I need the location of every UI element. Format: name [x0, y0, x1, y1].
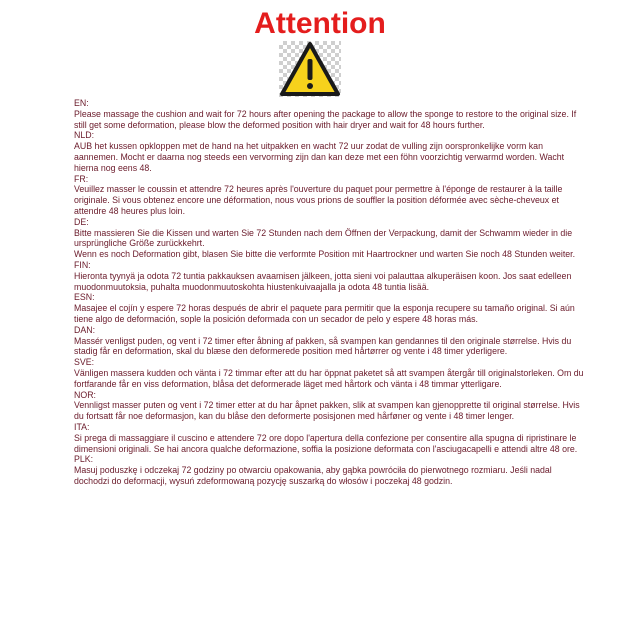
- instruction-text: AUB het kussen opkloppen met de hand na het uitpakken en wacht 72 uur zodat de vulling zijn oorspronkelijke vorm kan aannemen. Mocht er daarna nog steeds een vervorming zijn dan kan deze met een föhn voorzichtig verwarmd worden. Wacht hierna nog eens 48.: [74, 141, 565, 173]
- exclamation-bar: [308, 59, 313, 80]
- language-section-dan: [74, 325, 584, 357]
- language-section-de: [74, 217, 584, 260]
- page-title: Attention: [254, 7, 386, 40]
- instruction-text: Massér venligst puden, og vent i 72 timer efter åbning af pakken, så svampen kan gendannes til den originale størrelse. Hvis du stadig får en deformation, skal du blæse den deformerede position med hårtørrer og vente i 48 timer yderligere.: [74, 335, 572, 357]
- instruction-text: Vänligen massera kudden och vänta i 72 timmar efter att du har öppnat paketet så att svampen återgår till originalstorleken. Om du fortfarande får en viss deformation, blåsa det deformerade läget med hårtork och vänta i 48 timmar ytterligare.: [74, 367, 584, 389]
- language-code: SVE:: [74, 357, 95, 368]
- warning-icon: [279, 41, 341, 97]
- language-section-sve: [74, 357, 584, 389]
- language-code: FIN:: [74, 259, 91, 270]
- language-code: ESN:: [74, 292, 95, 303]
- instruction-text: Si prega di massaggiare il cuscino e attendere 72 ore dopo l'apertura della confezione per consentire alla spugna di ripristinare le dimensioni originali. Se hai ancora qualche deformazione, soffia la posizione deformata con l'asciugacapelli e attendi altre 48 ore.: [74, 432, 578, 454]
- instruction-text: Veuillez masser le coussin et attendre 72 heures après l'ouverture du paquet pour permettre à l'éponge de restaurer à la taille originale. Si vous obtenez encore une déformation, nous vous prions de souffler la position déformée avec sèche-cheveux et attendre 48 heures plus loin.: [74, 184, 563, 216]
- language-section-nor: [74, 390, 584, 422]
- instruction-text: Please massage the cushion and wait for 72 hours after opening the package to allow the sponge to restore to the original size. If still get some deformation, please blow the deformed position with hair dryer and wait for 48 hours further.: [74, 108, 577, 130]
- language-code: DAN:: [74, 324, 96, 335]
- instruction-text: Masuj poduszkę i odczekaj 72 godziny po otwarciu opakowania, aby gąbka powróciła do pierwotnego rozmiaru. Jeśli nadal dochodzi do deformacji, wysuń zdeformowaną pozycję suszarką do włosów i poczekaj 48 godzin.: [74, 465, 552, 486]
- language-section-fin: [74, 260, 584, 292]
- language-code: ITA:: [74, 421, 90, 432]
- language-section-esn: [74, 292, 584, 324]
- language-code: FR:: [74, 173, 89, 184]
- instruction-text: Hieronta tyynyä ja odota 72 tuntia pakkauksen avaamisen jälkeen, jotta sieni voi palauttaa alkuperäisen koon. Jos saat edelleen muodonmuutoksia, puhalta muodonmuutoskohta hiustenkuivaajalla ja odota 48 tuntia lisää.: [74, 270, 572, 292]
- language-section-nld: [74, 130, 584, 173]
- instruction-text: Masajee el cojín y espere 72 horas después de abrir el paquete para permitir que la esponja recupere su tamaño original. Si aún tiene algo de deformación, sople la posición deformada con un secador de pelo y espere 48 horas más.: [74, 303, 575, 324]
- language-code: PLK:: [74, 454, 94, 465]
- language-section-plk: [74, 454, 584, 486]
- language-code: DE:: [74, 216, 89, 227]
- language-section-ita: [74, 422, 584, 454]
- language-section-fr: [74, 174, 584, 217]
- instruction-text: Bitte massieren Sie die Kissen und warten Sie 72 Stunden nach dem Öffnen der Verpackung, damit der Schwamm wieder in die ursprüngliche Größe zurückkehrt.: [74, 227, 573, 249]
- instructions-body: [74, 98, 584, 487]
- warning-triangle-icon: [279, 41, 341, 97]
- language-code: NLD:: [74, 130, 95, 141]
- language-code: EN:: [74, 98, 89, 108]
- instruction-text: Vennligst masser puten og vent i 72 timer etter at du har åpnet pakken, slik at svampen kan gjenopprette til original størrelse. Hvis du fortsatt får noe deformasjon, kan du blåse den deformerte posisjonen med hårføner og vente i 48 timer lenger.: [74, 400, 580, 422]
- language-code: NOR:: [74, 389, 96, 400]
- exclamation-dot: [307, 83, 313, 89]
- instruction-text: Wenn es noch Deformation gibt, blasen Sie bitte die verformte Position mit Haartrockner und warten Sie noch 48 Stunden weiter.: [74, 249, 576, 260]
- language-section-en: [74, 98, 584, 130]
